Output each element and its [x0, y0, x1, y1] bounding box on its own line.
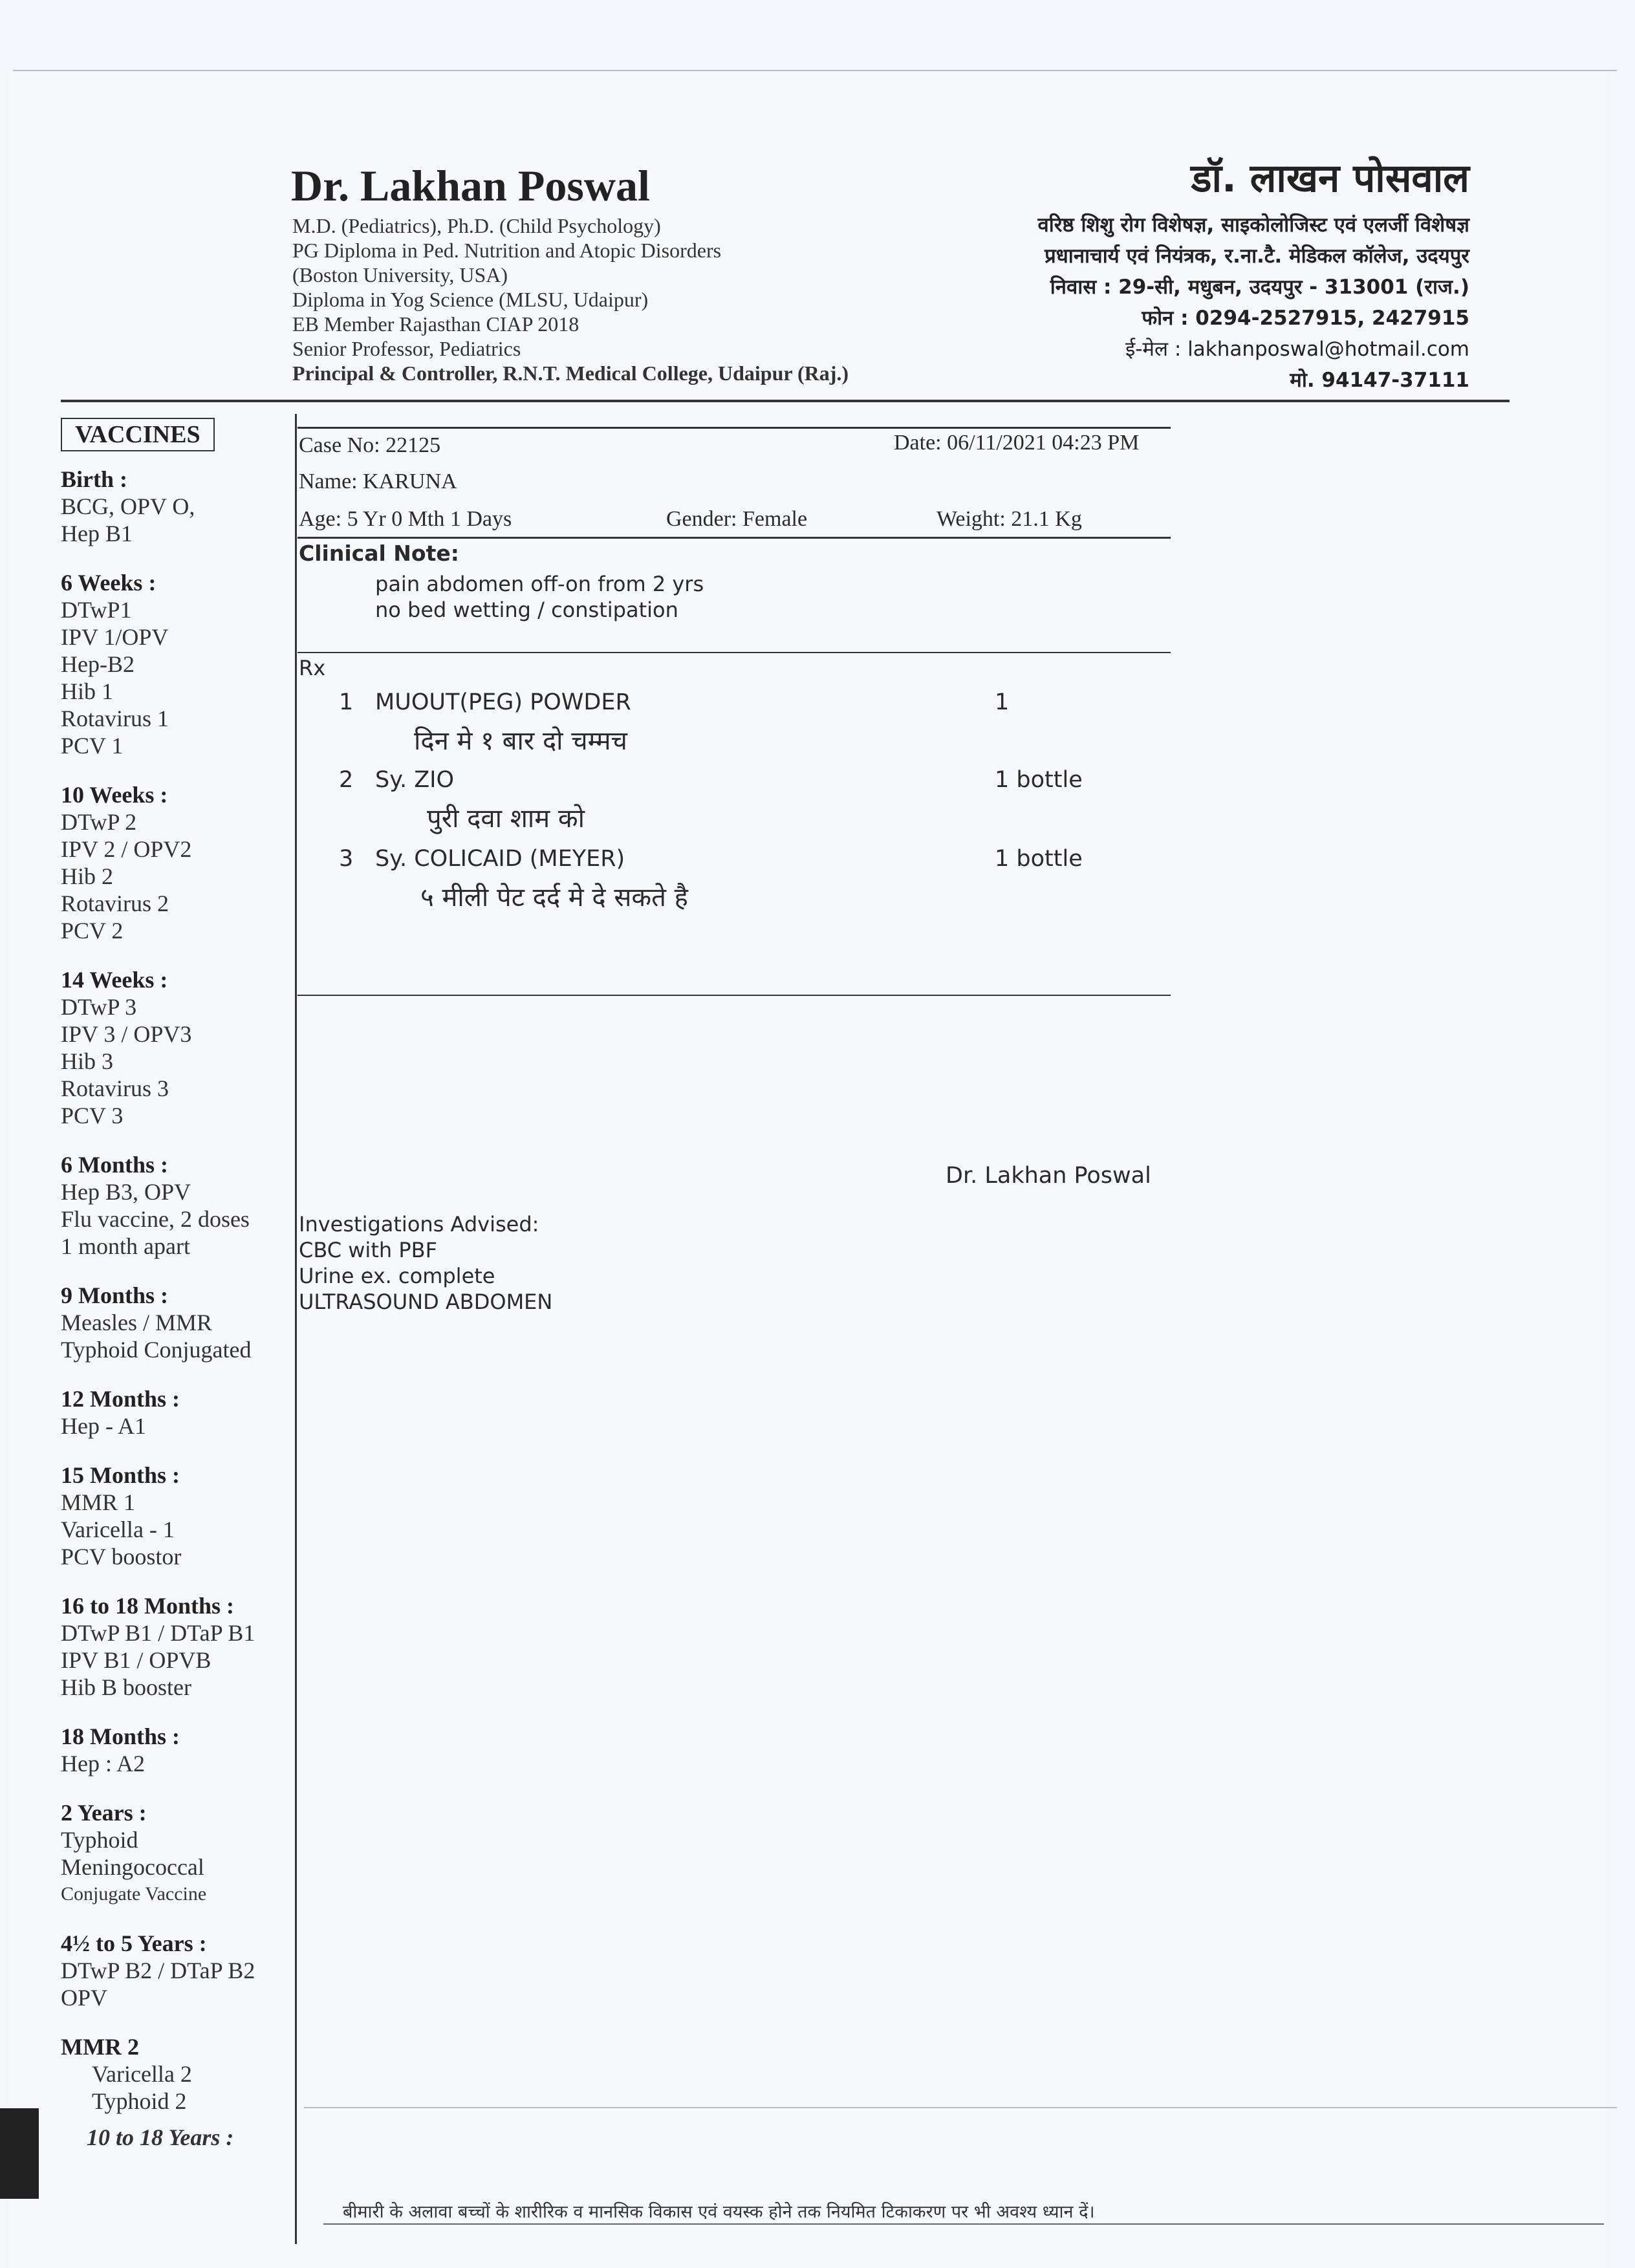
vaccine-item: Typhoid Conjugated — [61, 1337, 252, 1363]
vaccine-group-heading: 6 Months : — [61, 1152, 169, 1178]
hindi-line: प्रधानाचार्य एवं नियंत्रक, र.ना.टै. मेडिकल कॉलेज, उदयपुर — [1045, 244, 1469, 268]
rx-item-number: 1 — [339, 689, 354, 715]
vaccine-item: Hep B3, OPV — [61, 1179, 191, 1205]
qualification-line: PG Diploma in Ped. Nutrition and Atopic Disorders — [292, 239, 722, 262]
patient-name: Name: KARUNA — [299, 470, 457, 493]
vaccine-group — [61, 1282, 300, 1363]
vaccine-item: OPV — [61, 1985, 108, 2011]
vaccine-item: IPV B1 / OPVB — [61, 1647, 211, 1673]
torn-corner — [0, 2108, 39, 2199]
vaccine-group-heading: 14 Weeks : — [61, 967, 168, 993]
qualification-line: M.D. (Pediatrics), Ph.D. (Child Psychology) — [292, 214, 661, 237]
hindi-header — [1037, 150, 1469, 396]
rx-drug-name: Sy. COLICAID (MEYER) — [375, 846, 625, 872]
rx-quantity: 1 bottle — [995, 846, 1083, 872]
vaccine-group — [61, 2033, 300, 2115]
investigations-label: Investigations Advised: — [299, 1212, 539, 1237]
vaccine-group — [61, 966, 300, 1129]
rx-quantity: 1 bottle — [995, 767, 1083, 793]
vaccine-item: PCV boostor — [61, 1544, 182, 1570]
patient-age: Age: 5 Yr 0 Mth 1 Days — [299, 507, 512, 531]
vaccine-item: PCV 1 — [61, 733, 124, 759]
vaccine-group-heading: 12 Months : — [61, 1386, 180, 1412]
vaccine-group — [61, 1462, 300, 1570]
clinical-note-rule — [298, 652, 1171, 653]
rx-instruction: पुरी दवा शाम को — [427, 804, 585, 834]
paper-fold — [304, 2107, 1617, 2108]
vaccine-group-heading: MMR 2 — [61, 2034, 139, 2060]
qualifications — [292, 213, 849, 385]
clinical-note-line: pain abdomen off-on from 2 yrs — [375, 572, 704, 596]
top-edge — [13, 70, 1617, 71]
footer-rule — [323, 2223, 1604, 2225]
rx-drug-name: MUOUT(PEG) POWDER — [375, 689, 631, 715]
vaccine-item: Typhoid 2 — [92, 2088, 187, 2114]
vaccine-item: 1 month apart — [61, 1233, 190, 1259]
vaccine-item: DTwP B2 / DTaP B2 — [61, 1958, 255, 1983]
vaccine-item: IPV 2 / OPV2 — [61, 836, 192, 862]
vaccine-group — [61, 466, 300, 547]
rx-bottom-rule — [298, 995, 1171, 996]
vaccine-item: Varicella 2 — [92, 2061, 192, 2087]
vaccine-group — [61, 569, 300, 759]
hindi-email: ई-मेल : lakhanposwal@hotmail.com — [1125, 338, 1469, 361]
vaccine-item: PCV 2 — [61, 918, 124, 944]
vaccine-item: Rotavirus 3 — [61, 1075, 169, 1101]
vaccine-item: Conjugate Vaccine — [61, 1883, 207, 1905]
vaccine-group — [61, 1723, 300, 1777]
vaccine-item: BCG, OPV O, — [61, 493, 195, 519]
vaccine-item: Hep-B2 — [61, 651, 135, 677]
vaccine-group — [61, 1592, 300, 1701]
investigation-item: CBC with PBF — [299, 1238, 437, 1262]
vaccine-item: Rotavirus 2 — [61, 891, 169, 916]
vaccine-item: IPV 1/OPV — [61, 624, 169, 650]
rx-instruction: दिन मे १ बार दो चम्मच — [414, 726, 627, 756]
case-top-rule — [298, 427, 1171, 429]
sidebar-divider — [295, 414, 297, 2244]
vaccine-item: Hib B booster — [61, 1674, 191, 1700]
vaccine-item: MMR 1 — [61, 1489, 136, 1515]
vaccine-item: Rotavirus 1 — [61, 706, 169, 731]
clinical-note-label: Clinical Note: — [299, 541, 459, 566]
qualification-line: (Boston University, USA) — [292, 263, 508, 286]
case-info-rule — [298, 537, 1171, 539]
vaccine-group — [61, 1930, 300, 2011]
patient-gender: Gender: Female — [666, 507, 808, 531]
vaccine-group — [61, 781, 300, 944]
qualification-line: EB Member Rajasthan CIAP 2018 — [292, 312, 579, 336]
vaccine-group-heading: 10 Weeks : — [61, 782, 168, 808]
investigation-item: Urine ex. complete — [299, 1264, 495, 1288]
rx-item-number: 2 — [339, 767, 354, 793]
vaccine-item: IPV 3 / OPV3 — [61, 1021, 192, 1047]
qualification-line: Principal & Controller, R.N.T. Medical College, Udaipur (Raj.) — [292, 362, 849, 385]
vaccine-group-heading: 4½ to 5 Years : — [61, 1930, 207, 1956]
rx-quantity: 1 — [995, 689, 1010, 715]
vaccine-item: Meningococcal — [61, 1854, 204, 1880]
vaccine-item: DTwP1 — [61, 597, 132, 623]
rx-label: Rx — [299, 656, 326, 680]
vaccine-group-heading: 16 to 18 Months : — [61, 1593, 234, 1619]
vaccine-item: Typhoid — [61, 1827, 138, 1853]
vaccine-item: Hib 1 — [61, 678, 113, 704]
clinical-note-line: no bed wetting / constipation — [375, 598, 678, 622]
vaccine-item: Flu vaccine, 2 doses — [61, 1206, 250, 1232]
vaccines-title: VACCINES — [61, 418, 215, 451]
hindi-line: वरिष्ठ शिशु रोग विशेषज्ञ, साइकोलोजिस्ट एवं एलर्जी विशेषज्ञ — [1037, 213, 1469, 237]
vaccine-item: DTwP B1 / DTaP B1 — [61, 1620, 255, 1646]
vaccine-group-heading: Birth : — [61, 466, 127, 492]
vaccine-item: Varicella - 1 — [61, 1517, 175, 1542]
visit-date: Date: 06/11/2021 04:23 PM — [894, 431, 1140, 455]
vaccine-item: PCV 3 — [61, 1103, 124, 1129]
case-number: Case No: 22125 — [299, 433, 441, 457]
vaccine-item: Hep - A1 — [61, 1413, 146, 1439]
rx-drug-name: Sy. ZIO — [375, 767, 455, 793]
doctor-name: Dr. Lakhan Poswal — [291, 161, 650, 210]
hindi-address: निवास : 29-सी, मधुबन, उदयपुर - 313001 (राज.) — [1050, 275, 1469, 299]
hindi-mobile: मो. 94147-37111 — [1290, 369, 1469, 392]
vaccine-group-heading: 2 Years : — [61, 1800, 147, 1826]
vaccine-group-heading: 10 to 18 Years : — [87, 2124, 234, 2150]
vaccine-group-heading: 9 Months : — [61, 1282, 169, 1308]
doctor-signature: Dr. Lakhan Poswal — [946, 1163, 1151, 1189]
footer-note: बीमारी के अलावा बच्चों के शारीरिक व मानसिक विकास एवं वयस्क होने तक नियमित टिकाकरण पर भी अवश्य ध्यान दें। — [343, 2202, 1095, 2222]
hindi-phone: फोन : 0294-2527915, 2427915 — [1142, 307, 1469, 330]
header-divider — [61, 400, 1510, 402]
vaccine-item: Measles / MMR — [61, 1310, 212, 1335]
vaccine-group — [61, 1385, 300, 1440]
vaccine-item: DTwP 2 — [61, 809, 137, 835]
vaccine-schedule — [61, 466, 300, 2151]
qualification-line: Diploma in Yog Science (MLSU, Udaipur) — [292, 288, 649, 311]
vaccine-item: Hib 3 — [61, 1048, 113, 1074]
vaccine-item: DTwP 3 — [61, 994, 137, 1020]
hindi-doctor-name: डॉ. लाखन पोसवाल — [1191, 156, 1469, 201]
rx-item-number: 3 — [339, 846, 354, 872]
vaccine-group — [61, 1799, 300, 1908]
investigation-item: ULTRASOUND ABDOMEN — [299, 1290, 553, 1314]
qualification-line: Senior Professor, Pediatrics — [292, 337, 521, 360]
vaccine-item: Hep : A2 — [61, 1751, 145, 1777]
rx-instruction: ५ मीली पेट दर्द मे दे सकते है — [420, 883, 688, 913]
vaccine-group — [61, 1151, 300, 1260]
vaccine-item: Hib 2 — [61, 863, 113, 889]
vaccine-group-heading: 18 Months : — [61, 1723, 180, 1749]
vaccine-group-heading: 15 Months : — [61, 1462, 180, 1488]
vaccine-group-heading: 6 Weeks : — [61, 570, 157, 596]
patient-weight: Weight: 21.1 Kg — [937, 507, 1082, 531]
vaccine-item: Hep B1 — [61, 521, 133, 546]
